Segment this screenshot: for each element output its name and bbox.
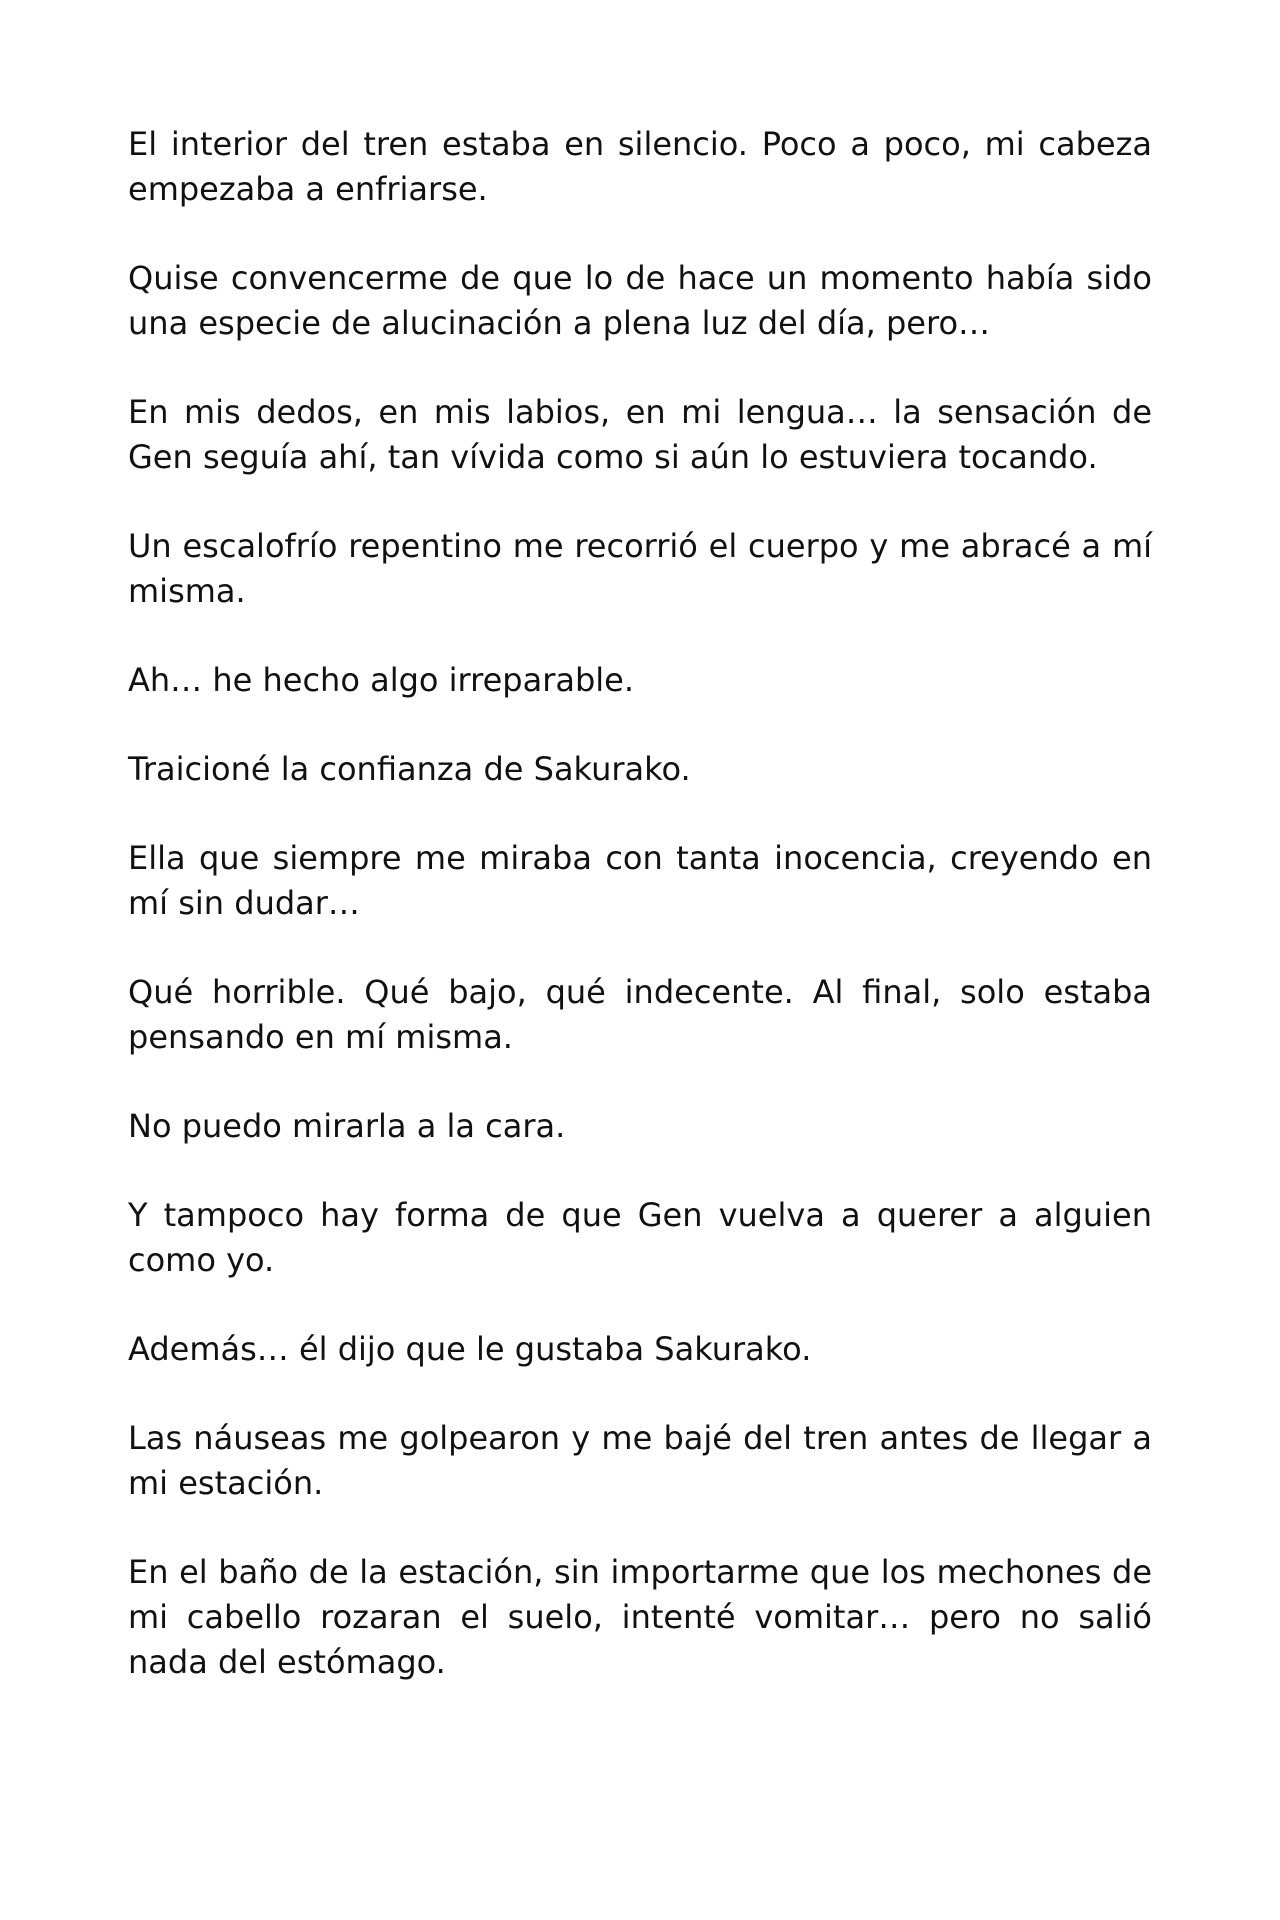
paragraph: Ella que siempre me miraba con tanta inocencia, creyendo en mí sin dudar… [128, 839, 1152, 922]
paragraph: En mis dedos, en mis labios, en mi lengua… la sensación de Gen seguía ahí, tan vívida como si aún lo estuviera tocando. [128, 393, 1152, 476]
paragraph: No puedo mirarla a la cara. [128, 1107, 566, 1145]
paragraph: Las náuseas me golpearon y me bajé del tren antes de llegar a mi estación. [128, 1419, 1152, 1502]
paragraph: Quise convencerme de que lo de hace un momento había sido una especie de alucinación a plena luz del día, pero… [128, 259, 1152, 342]
paragraph: Traicioné la confianza de Sakurako. [128, 750, 691, 788]
paragraph: En el baño de la estación, sin importarme que los mechones de mi cabello rozaran el suelo, intenté vomitar… pero no salió nada del estómago. [128, 1553, 1152, 1681]
paragraph: El interior del tren estaba en silencio. Poco a poco, mi cabeza empezaba a enfriarse. [128, 125, 1152, 208]
document-page [128, 122, 1152, 1729]
paragraph: Un escalofrío repentino me recorrió el cuerpo y me abracé a mí misma. [128, 527, 1152, 610]
paragraph: Además… él dijo que le gustaba Sakurako. [128, 1330, 812, 1368]
paragraph: Qué horrible. Qué bajo, qué indecente. Al final, solo estaba pensando en mí misma. [128, 973, 1152, 1056]
paragraph: Ah… he hecho algo irreparable. [128, 661, 635, 699]
paragraph: Y tampoco hay forma de que Gen vuelva a querer a alguien como yo. [128, 1196, 1152, 1279]
